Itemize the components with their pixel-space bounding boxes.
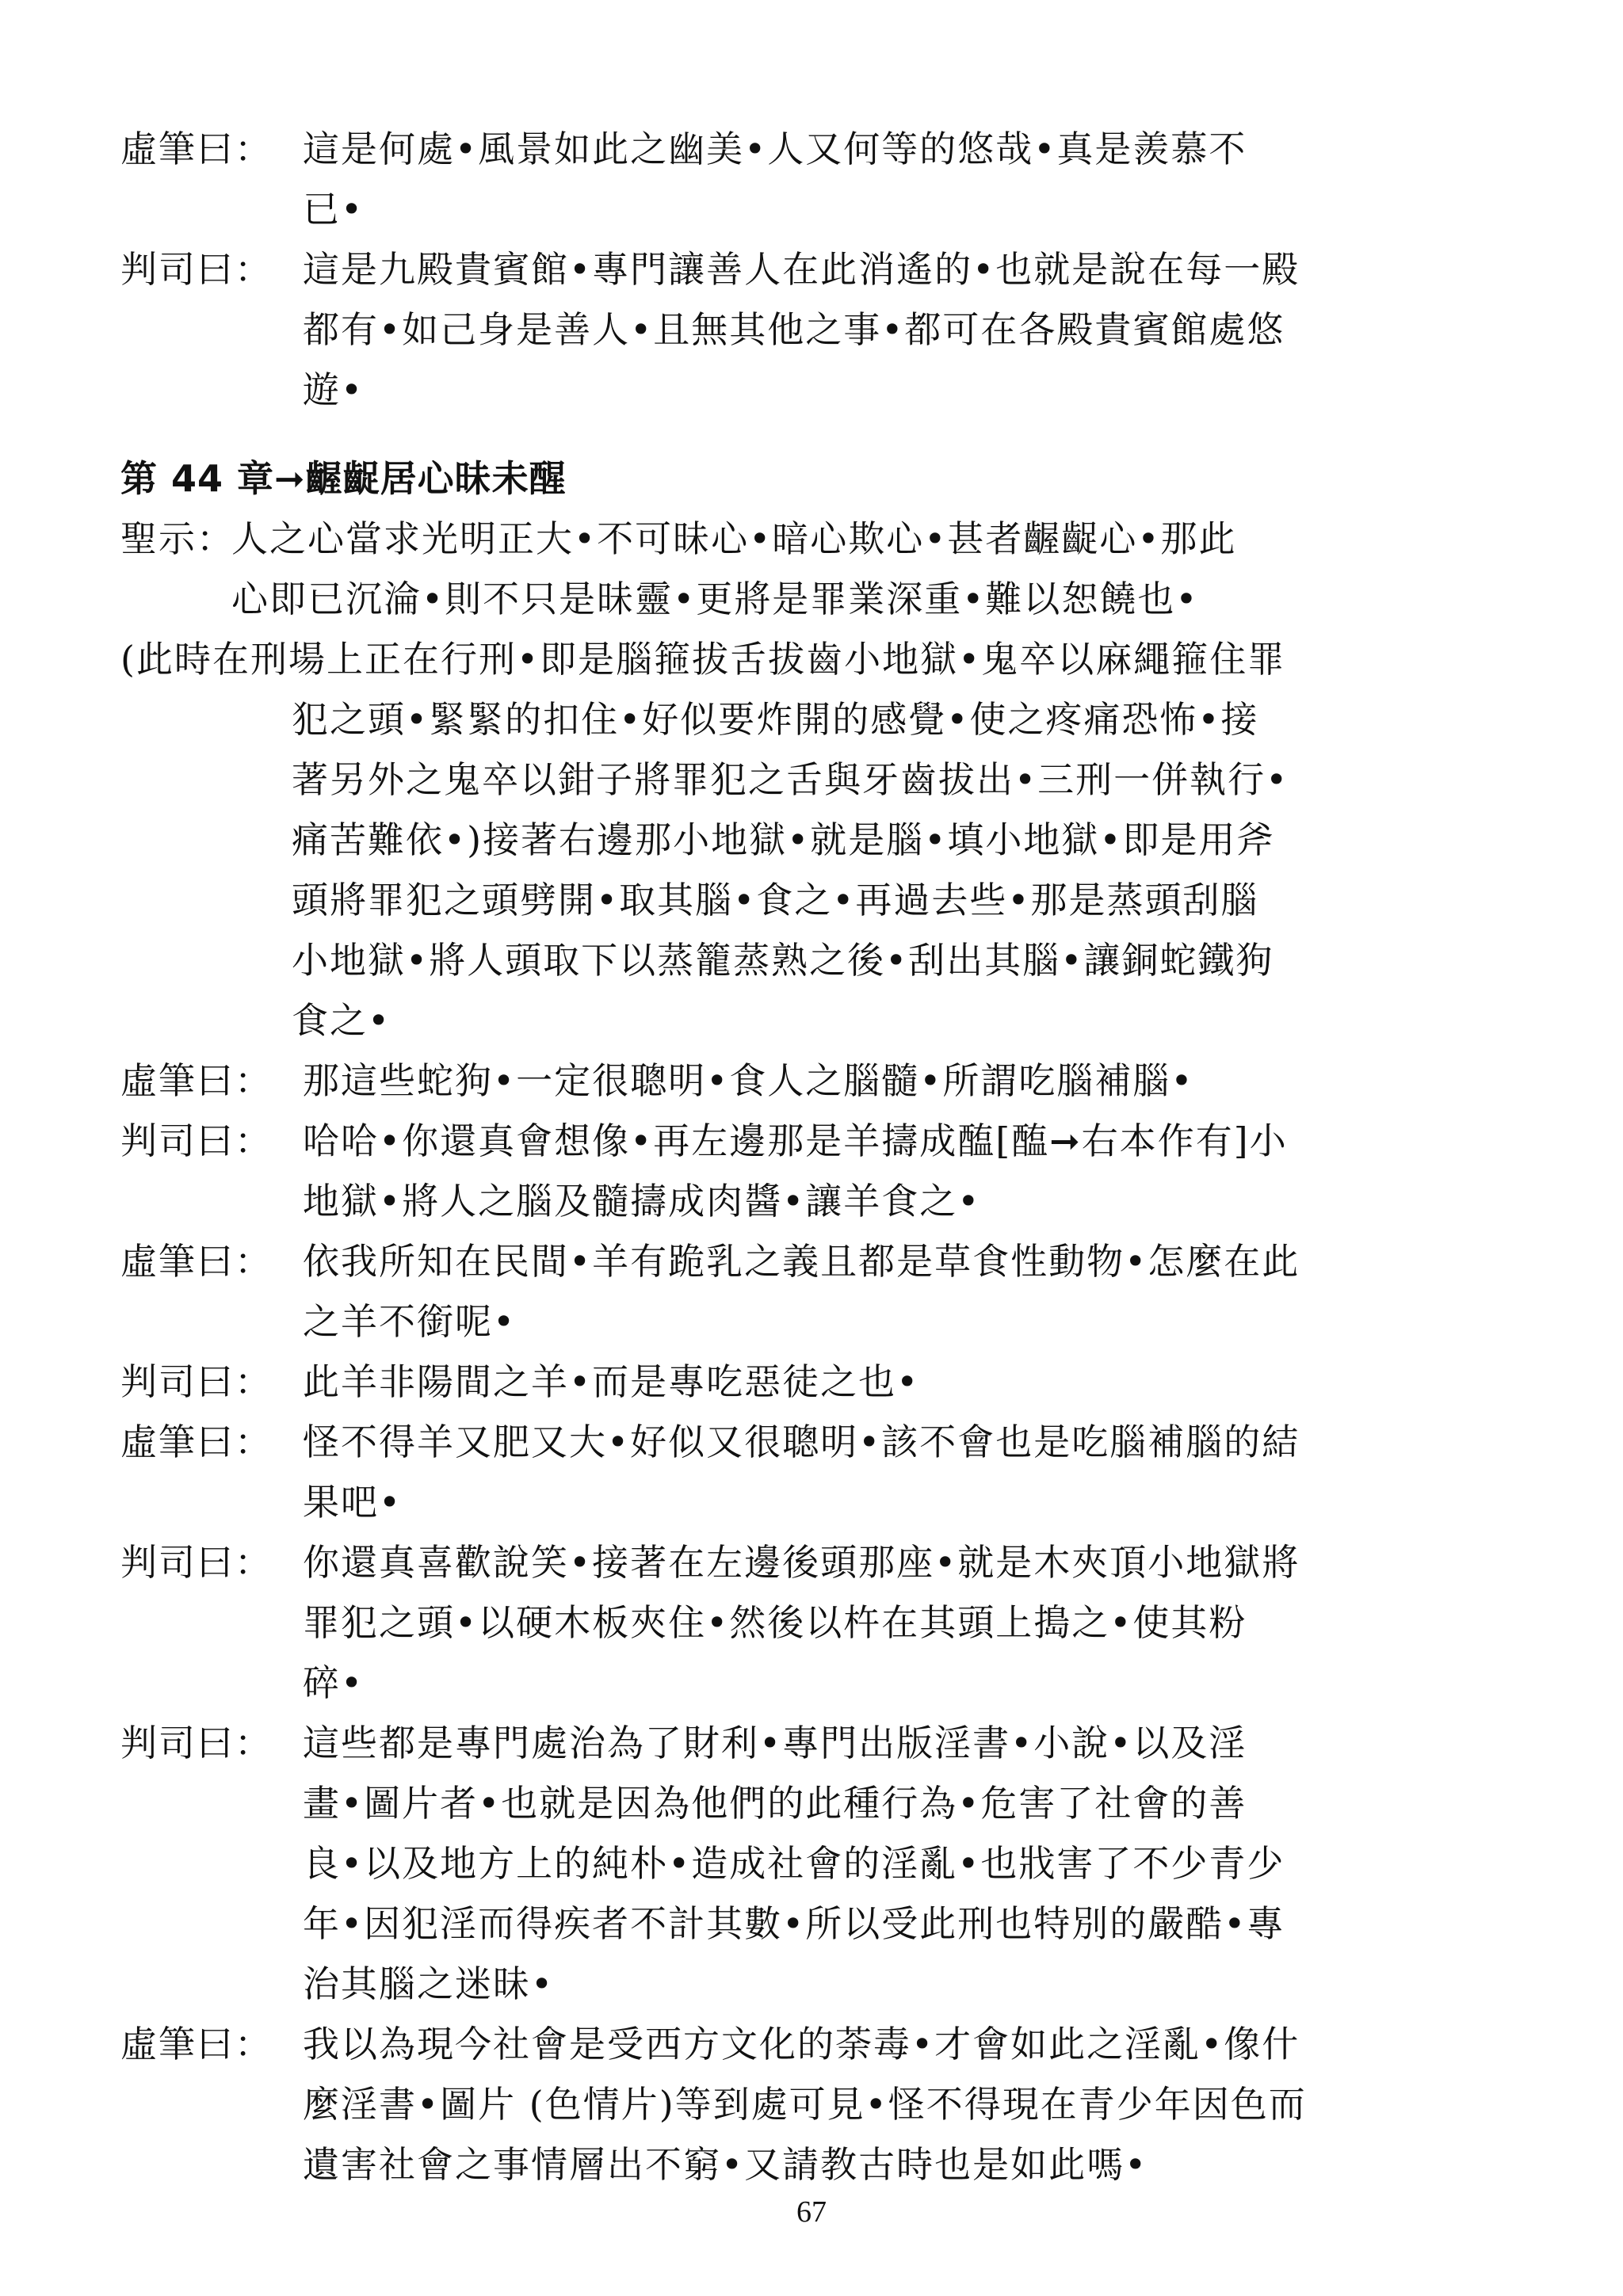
chapter-heading: 第 44 章➞齷齪居心昧未醒 [120, 457, 567, 500]
speaker-label: 聖示： [120, 517, 235, 560]
dialogue-text: 我以為現今社會是受西方文化的荼毒•才會如此之淫亂•像什 麼淫書•圖片 (色情片)等到處可見•怪不得現在青少年因色而 遺害社會之事情層出不窮•又請教古時也是如此嗎• [303, 2023, 1307, 2186]
saint-instruction [120, 509, 1515, 629]
speaker-label: 判司曰： [120, 1119, 273, 1162]
dialogue-entry-10 [120, 2014, 1515, 2195]
speaker-label: 虛筆曰： [120, 1240, 273, 1283]
dialogue-entry-2 [120, 239, 1515, 420]
dialogue-text: 人之心當求光明正大•不可昧心•暗心欺心•甚者齷齪心•那此 心即已沉淪•則不只是昧靈•更將是罪業深重•難以恕饒也• [231, 517, 1237, 620]
speaker-label: 判司曰： [120, 1360, 273, 1403]
dialogue-text: 這些都是專門處治為了財利•專門出版淫書•小說•以及淫 畫•圖片者•也就是因為他們的此種行為•危害了社會的善 良•以及地方上的純朴•造成社會的淫亂•也戕害了不少青少 年•因犯淫而得疾者不計其數•所以受此刑也特別的嚴酷•專 治其腦之迷昧• [303, 1722, 1285, 2005]
dialogue-text: 那這些蛇狗•一定很聰明•食人之腦髓•所謂吃腦補腦• [303, 1059, 1194, 1102]
narration-block [120, 629, 1515, 1051]
speaker-label: 判司曰： [120, 1541, 273, 1584]
dialogue-text: 依我所知在民間•羊有跪乳之義且都是草食性動物•怎麼在此 之羊不銜呢• [303, 1240, 1300, 1343]
page-content [120, 119, 1515, 2195]
dialogue-entry-5 [120, 1231, 1515, 1352]
dialogue-text: 此羊非陽間之羊•而是專吃惡徒之也• [303, 1360, 920, 1403]
dialogue-text: 怪不得羊又肥又大•好似又很聰明•該不會也是吃腦補腦的結 果吧• [303, 1421, 1300, 1524]
dialogue-entry-8 [120, 1532, 1515, 1713]
dialogue-text: 這是何處•風景如此之幽美•人又何等的悠哉•真是羨慕不 已• [303, 128, 1247, 231]
dialogue-entry-7 [120, 1412, 1515, 1532]
dialogue-entry-9 [120, 1713, 1515, 2014]
dialogue-entry-4 [120, 1111, 1515, 1231]
dialogue-text: 哈哈•你還真會想像•再左邊那是羊擣成醢[醢➞右本作有]小 地獄•將人之腦及髓擣成肉醬•讓羊食之• [303, 1119, 1288, 1222]
dialogue-text: 這是九殿貴賓館•專門讓善人在此消遙的•也就是說在每一殿 都有•如己身是善人•且無其他之事•都可在各殿貴賓館處悠 遊• [303, 248, 1300, 411]
page-number: 67 [796, 2195, 827, 2229]
speaker-label: 判司曰： [120, 1722, 273, 1764]
speaker-label: 判司曰： [120, 248, 273, 291]
narration-text: (此時在刑場上正在行刑•即是腦箍拔舌拔齒小地獄•鬼卒以麻繩箍住罪 犯之頭•緊緊的扣住•好似要炸開的感覺•使之疼痛恐怖•接 著另外之鬼卒以鉗子將罪犯之舌與牙齒拔出•三刑一併執行• 痛苦難依•)接著右邊那小地獄•就是腦•填小地獄•即是用斧 頭將罪犯之頭劈開•取其腦•食之•再過去些•那是蒸頭刮腦 小地獄•將人頭取下以蒸籠蒸熟之後•刮出其腦•讓銅蛇鐵狗 食之• [120, 638, 1289, 1042]
speaker-label: 虛筆曰： [120, 1059, 273, 1102]
dialogue-entry-1 [120, 119, 1515, 239]
dialogue-entry-6 [120, 1352, 1515, 1412]
dialogue-text: 你還真喜歡說笑•接著在左邊後頭那座•就是木夾頂小地獄將 罪犯之頭•以硬木板夾住•然後以杵在其頭上搗之•使其粉 碎• [303, 1541, 1300, 1704]
speaker-label: 虛筆曰： [120, 128, 273, 170]
dialogue-entry-3 [120, 1051, 1515, 1111]
speaker-label: 虛筆曰： [120, 2023, 273, 2065]
speaker-label: 虛筆曰： [120, 1421, 273, 1463]
